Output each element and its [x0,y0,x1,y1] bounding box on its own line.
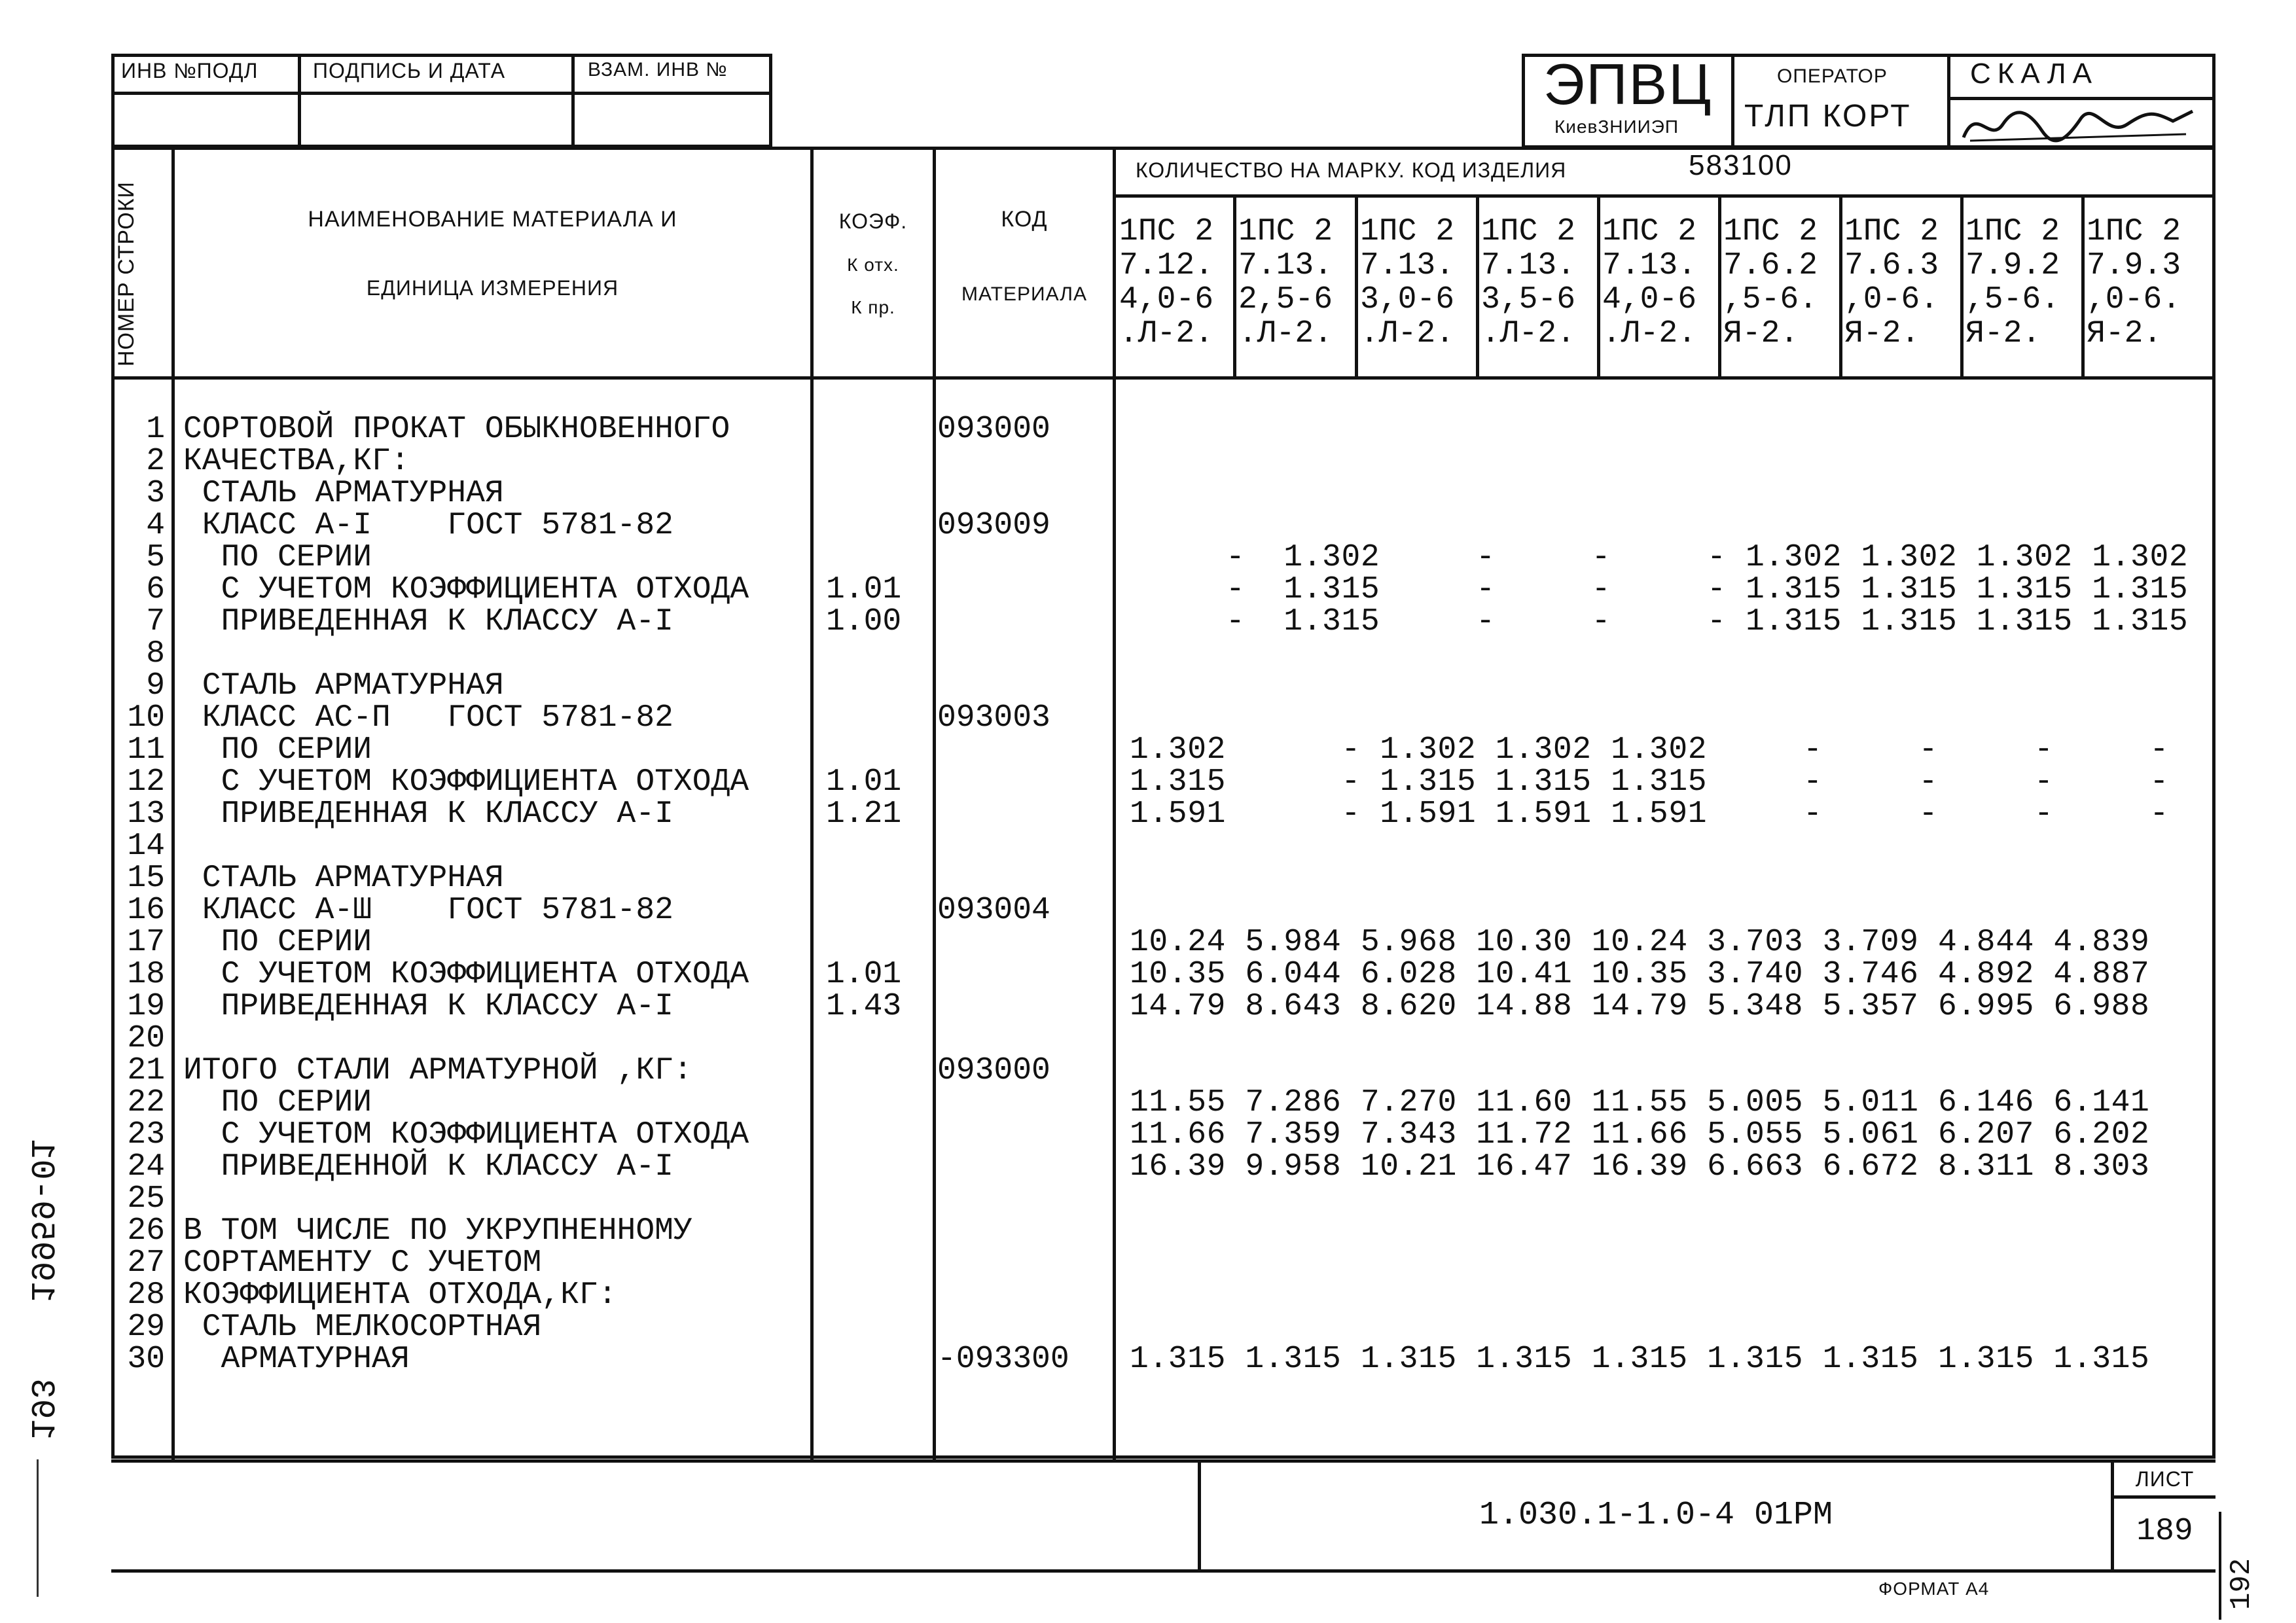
material-codes: 093000 093009 093003 093004 093000 -093300 [937,412,1069,1377]
sheet-label: ЛИСТ [2135,1467,2195,1491]
mark-header-2: 1ПС 2 7.13. 2,5-6 .Л-2. [1238,214,1333,351]
mark-header-7: 1ПС 2 7.6.3 ,0-6. Я-2. [1844,214,1939,351]
signature-date-label: ПОДПИСЬ И ДАТА [313,59,506,82]
document-code: 1.030.1-1.0-4 01РМ [1479,1496,1833,1534]
qty-header-code: 583100 [1689,149,1793,181]
side-inventory-number: 19959-01 [22,1139,60,1302]
skala-label: СКАЛА [1970,58,2098,90]
inv-podl-label: ИНВ №ПОДЛ [121,59,259,82]
mark-header-1: 1ПС 2 7.12. 4,0-6 .Л-2. [1119,214,1214,351]
mark-header-3: 1ПС 2 7.13. 3,0-6 .Л-2. [1360,214,1455,351]
side-page-number: 193 [22,1378,60,1440]
left-edge-mark [37,1459,39,1597]
signature-scribble [1957,98,2206,151]
edge-page-number: 192 [2225,1558,2258,1610]
k-otx-header: К отх. [847,255,899,275]
k-pr-header: К пр. [851,297,895,317]
format-label: ФОРМАТ А4 [1878,1578,1990,1599]
org-subname: КиевЗНИИЭП [1554,116,1679,137]
material-names: СОРТОВОЙ ПРОКАТ ОБЫКНОВЕННОГО КАЧЕСТВА,КГ: СТАЛЬ АРМАТУРНАЯ КЛАСС А-I ГОСТ 5781-82 ПО СЕРИИ С УЧЕТОМ КОЭФФИЦИЕНТА ОТХОДА ПРИВЕДЕННАЯ К КЛАССУ А-I СТАЛЬ АРМАТУРНАЯ КЛАСС АС-П ГОСТ 5781-82 ПО СЕРИИ С УЧЕТОМ КОЭФФИЦИЕНТА ОТХОДА ПРИВЕДЕННАЯ К КЛАССУ А-I СТАЛЬ АРМАТУРНАЯ КЛАСС А-Ш ГОСТ 5781-82 ПО СЕРИИ С УЧЕТОМ КОЭФФИЦИЕНТА ОТХОДА ПРИВЕДЕННАЯ К КЛАССУ А-I ИТОГО СТАЛИ АРМАТУРНОЙ ,КГ: ПО СЕРИИ С УЧЕТОМ КОЭФФИЦИЕНТА ОТХОДА ПРИВЕДЕННОЙ К КЛАССУ А-I В ТОМ ЧИСЛЕ ПО УКРУПНЕННОМУ СОРТАМЕНТУ С УЧЕТОМ КОЭФФИЦИЕНТА ОТХОДА,КГ: СТАЛЬ МЕЛКОСОРТНАЯ АРМАТУРНАЯ [183,412,749,1377]
qty-header-label: КОЛИЧЕСТВО НА МАРКУ. КОД ИЗДЕЛИЯ [1136,158,1567,182]
name-header-line2: ЕДИНИЦА ИЗМЕРЕНИЯ [366,276,619,300]
code-header: КОД [1001,206,1048,232]
org-name: ЭПВЦ [1543,52,1713,116]
quantity-values: - 1.302 - - - 1.302 1.302 1.302 1.302 - 1.315 - - - 1.315 1.315 1.315 1.315 - 1.315 - - - 1.315 1.315 1.315 1.315 1.302 - 1.302 1.302 1.302 - - - - 1.315 - 1.315 1.315 1.315 - - - - 1.591 - 1.591 1.591 1.591 - - - - 10.24 5.984 5.968 10.30 10.24 3.703 3.709 4.844 4.839 10.35 6.044 6.028 10.41 10.35 3.740 3.746 4.892 4.887 14.79 8.643 8.620 14.88 14.79 5.348 5.357 6.995 6.988 11.55 7.286 7.270 11.60 11.55 5.005 5.011 6.146 6.141 11.66 7.359 7.343 11.72 11.66 5.055 5.061 6.207 6.202 16.39 9.958 10.21 16.47 16.39 6.663 6.672 8.311 8.303 1.315 1.315 1.315 1.315 1.315 1.315 1.315 1.315 1.315 [1130,540,2189,1377]
vzam-inv-label: ВЗАМ. ИНВ № [588,59,728,80]
operator-label: ОПЕРАТОР [1777,65,1888,87]
mark-header-6: 1ПС 2 7.6.2 ,5-6. Я-2. [1723,214,1818,351]
row-numbers: 1 2 3 4 5 6 7 8 9 10 11 12 13 14 15 16 17 18 19 20 21 22 23 24 25 26 27 28 29 30 [127,412,165,1377]
mark-header-4: 1ПС 2 7.13. 3,5-6 .Л-2. [1481,214,1576,351]
coefficients: 1.01 1.00 1.01 1.21 1.01 1.43 [826,572,902,1024]
name-header-line1: НАИМЕНОВАНИЕ МАТЕРИАЛА И [308,206,677,232]
sheet-number: 189 [2136,1514,2193,1549]
mark-header-9: 1ПС 2 7.9.3 ,0-6. Я-2. [2087,214,2181,351]
mark-header-5: 1ПС 2 7.13. 4,0-6 .Л-2. [1602,214,1697,351]
operator-value: ТЛП КОРТ [1744,99,1912,134]
koef-header: КОЭФ. [838,209,908,233]
material-header: МАТЕРИАЛА [961,283,1087,305]
mark-header-8: 1ПС 2 7.9.2 ,5-6. Я-2. [1965,214,2060,351]
